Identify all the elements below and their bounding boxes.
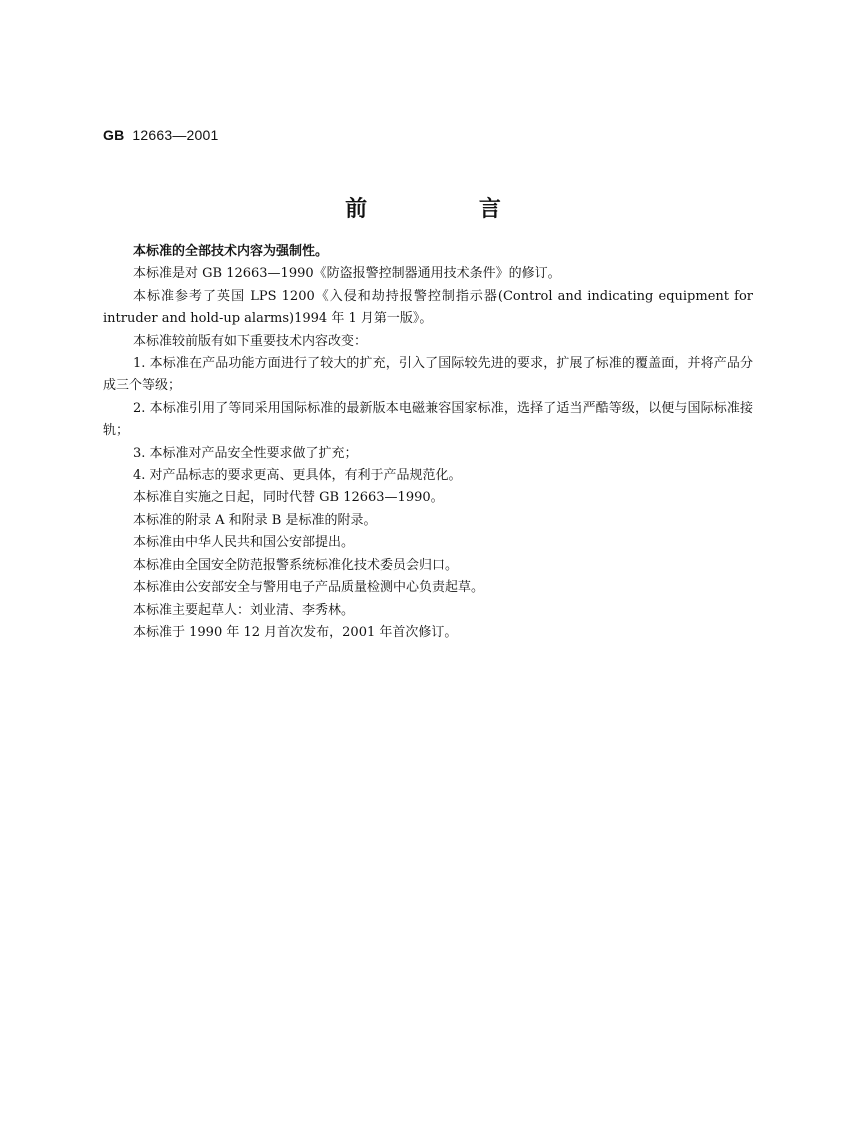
paragraph-mandatory: 本标准的全部技术内容为强制性。 <box>133 244 329 259</box>
paragraph-history: 本标准于 1990 年 12 月首次发布，2001 年首次修订。 <box>133 624 458 640</box>
foreword-body <box>103 241 753 644</box>
section-title: 前 言 <box>345 197 553 222</box>
standard-code <box>103 127 218 143</box>
standard-number: 12663—2001 <box>132 127 219 143</box>
paragraph-reference: 本标准参考了英国 LPS 1200《入侵和劫持报警控制指示器(Control and indicating equipment for intruder and hold-up alarms)1994 年 1 月第一版》。 <box>103 288 753 327</box>
paragraph-drafted-by: 本标准由公安部安全与警用电子产品质量检测中心负责起草。 <box>133 580 485 596</box>
paragraph-change-3: 3. 本标准对产品安全性要求做了扩充； <box>133 445 358 461</box>
paragraph-changes-intro: 本标准较前版有如下重要技术内容改变： <box>133 333 368 349</box>
paragraph-change-4: 4. 对产品标志的要求更高、更具体，有利于产品规范化。 <box>133 468 462 484</box>
paragraph-change-1: 1. 本标准在产品功能方面进行了较大的扩充，引入了国际较先进的要求，扩展了标准的覆盖面，并将产品分成三个等级； <box>103 356 753 394</box>
paragraph-appendix: 本标准的附录 A 和附录 B 是标准的附录。 <box>133 512 377 528</box>
paragraph-revision: 本标准是对 GB 12663—1990《防盗报警控制器通用技术条件》的修订。 <box>133 266 561 282</box>
paragraph-drafters: 本标准主要起草人：刘业清、李秀林。 <box>133 602 355 618</box>
paragraph-proposed-by: 本标准由中华人民共和国公安部提出。 <box>133 535 355 551</box>
paragraph-administered-by: 本标准由全国安全防范报警系统标准化技术委员会归口。 <box>133 557 459 573</box>
paragraph-replaces: 本标准自实施之日起，同时代替 GB 12663—1990。 <box>133 490 444 506</box>
paragraph-change-2: 2. 本标准引用了等同采用国际标准的最新版本电磁兼容国家标准，选择了适当严酷等级，以便与国际标准接轨； <box>103 400 753 439</box>
gb-label: GB <box>103 127 125 143</box>
